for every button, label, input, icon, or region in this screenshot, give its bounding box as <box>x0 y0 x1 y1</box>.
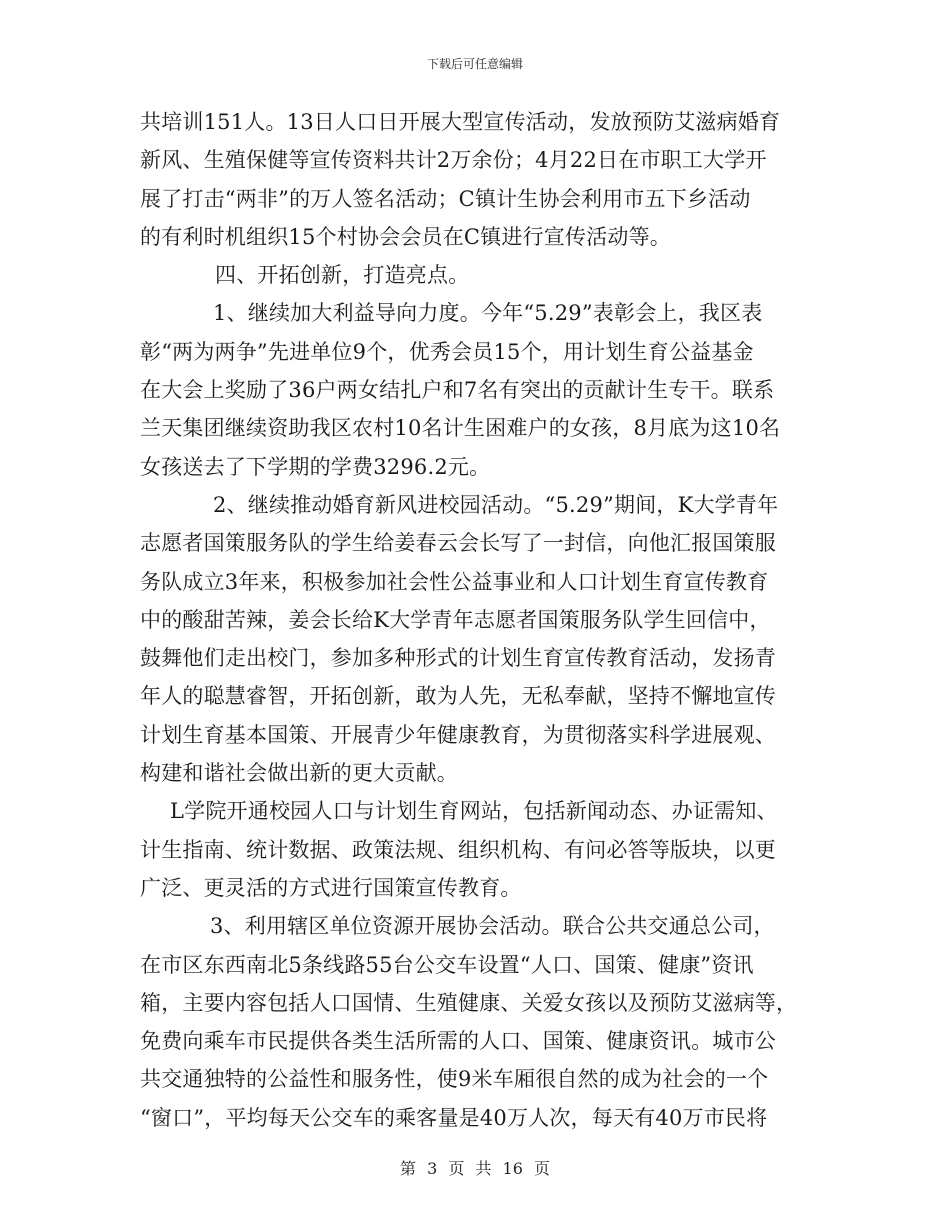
section-heading: 四、开拓创新，打造亮点。 <box>215 263 470 288</box>
paragraph-line: 在大会上奖励了36户两女结扎户和7名有突出的贡献计生专干。联系 <box>140 378 775 403</box>
paragraph-line: 广泛、更灵活的方式进行国策宣传教育。 <box>140 875 522 900</box>
paragraph-line: 新风、生殖保健等宣传资料共计2万余份；4月22日在市职工大学开 <box>140 148 767 173</box>
paragraph-line: 务队成立3年来，积极参加社会性公益事业和人口计划生育宣传教育 <box>140 569 769 594</box>
paragraph-line: 箱，主要内容包括人口国情、生殖健康、关爱女孩以及预防艾滋病等， <box>140 990 798 1015</box>
paragraph-line: 中的酸甜苦辣，姜会长给K大学青年志愿者国策服务队学生回信中， <box>140 607 771 632</box>
paragraph-line: 展了打击“两非”的万人签名活动；C镇计生协会利用市五下乡活动 <box>140 186 751 211</box>
paragraph-line: 3、利用辖区单位资源开展协会活动。联合公共交通总公司， <box>210 914 775 939</box>
paragraph-line: 共交通独特的公益性和服务性，使9米车厢很自然的成为社会的一个 <box>140 1067 769 1092</box>
document-body <box>140 103 820 1137</box>
paragraph-line: 1、继续加大利益导向力度。今年“5.29”表彰会上，我区表 <box>213 301 763 326</box>
paragraph-line: 兰天集团继续资助我区农村10名计生困难户的女孩，8月底为这10名 <box>140 416 781 441</box>
paragraph-line: 计划生育基本国策、开展青少年健康教育，为贯彻落实科学进展观、 <box>140 722 776 747</box>
paragraph-line: 的有利时机组织15个村协会会员在C镇进行宣传活动等。 <box>140 224 671 249</box>
page-number-footer: 第 3 页 共 16 页 <box>400 1159 550 1178</box>
paragraph-line: 志愿者国策服务队的学生给姜春云会长写了一封信，向他汇报国策服 <box>140 531 776 556</box>
paragraph-line: 在市区东西南北5条线路55台公交车设置“人口、国策、健康”资讯 <box>140 952 754 977</box>
paragraph-line: “窗口”，平均每天公交车的乘客量是40万人次，每天有40万市民将 <box>140 1105 768 1130</box>
paragraph-line: 鼓舞他们走出校门，参加多种形式的计划生育宣传教育活动，发扬青 <box>140 646 776 671</box>
paragraph-line: 免费向乘车市民提供各类生活所需的人口、国策、健康资讯。城市公 <box>140 1029 776 1054</box>
paragraph-line: 女孩送去了下学期的学费3296.2元。 <box>140 454 491 479</box>
page-header: 下载后可任意编辑 <box>426 57 523 71</box>
paragraph-line: 年人的聪慧睿智，开拓创新，敢为人先，无私奉献，坚持不懈地宣传 <box>140 684 776 709</box>
paragraph-line: 2、继续推动婚育新风进校园活动。“5.29”期间，K大学青年 <box>213 492 779 517</box>
paragraph-line: L学院开通校园人口与计划生育网站，包括新闻动态、办证需知、 <box>170 799 778 824</box>
paragraph-line: 计生指南、统计数据、政策法规、组织机构、有问必答等版块，以更 <box>140 837 776 862</box>
paragraph-line: 构建和谐社会做出新的更大贡献。 <box>140 761 458 786</box>
paragraph-line: 共培训151人。13日人口日开展大型宣传活动，发放预防艾滋病婚育 <box>140 110 781 134</box>
paragraph-line: 彰“两为两争”先进单位9个，优秀会员15个，用计划生育公益基金 <box>140 339 754 364</box>
